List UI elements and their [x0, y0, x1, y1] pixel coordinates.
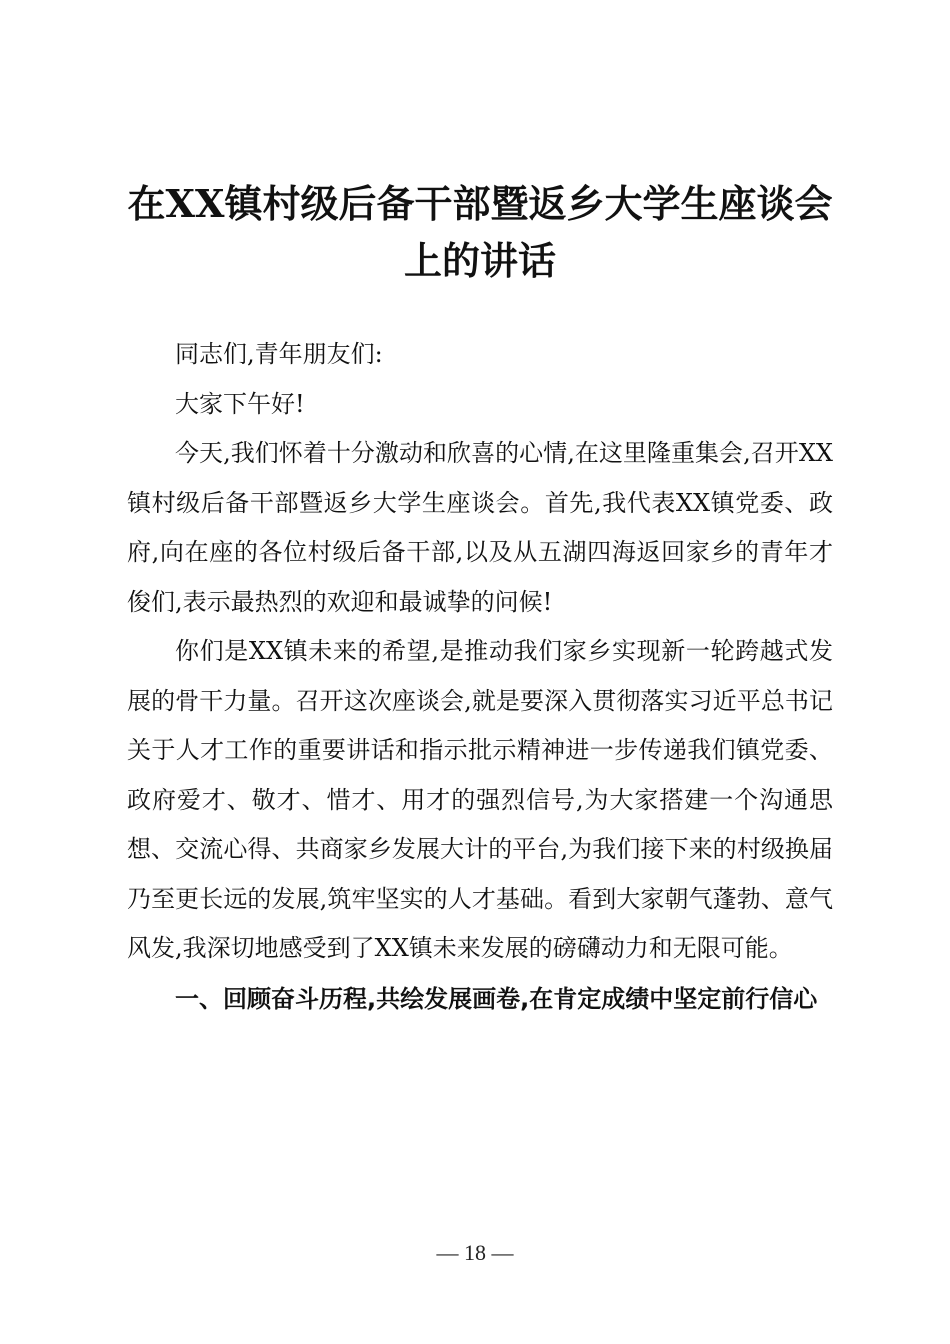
page-number: — 18 —	[436, 1240, 514, 1265]
section-heading: 一、回顾奋斗历程,共绘发展画卷,在肯定成绩中坚定前行信心	[175, 984, 818, 1013]
document-title: 在XX镇村级后备干部暨返乡大学生座谈会上的讲话	[127, 181, 833, 283]
greeting-paragraph: 大家下午好!	[175, 389, 305, 418]
body-paragraph: 你们是XX镇未来的希望,是推动我们家乡实现新一轮跨越式发展的骨干力量。召开这次座谈会,就是要深入贯彻落实习近平总书记关于人才工作的重要讲话和指示批示精神进一步传递我们镇党委、政府爱才、敬才、惜才、用才的强烈信号,为大家搭建一个沟通思想、交流心得、共商家乡发展大计的平台,为我们接下来的村级换届乃至更长远的发展,筑牢坚实的人才基础。看到大家朝气蓬勃、意气风发,我深切地感受到了XX镇未来发展的磅礴动力和无限可能。	[127, 637, 833, 962]
salutation-paragraph: 同志们,青年朋友们:	[175, 340, 383, 368]
document-body	[127, 330, 833, 1024]
body-paragraph: 今天,我们怀着十分激动和欣喜的心情,在这里隆重集会,召开XX镇村级后备干部暨返乡大学生座谈会。首先,我代表XX镇党委、政府,向在座的各位村级后备干部,以及从五湖四海返回家乡的青年才俊们,表示最热烈的欢迎和最诚挚的问候!	[127, 439, 833, 616]
